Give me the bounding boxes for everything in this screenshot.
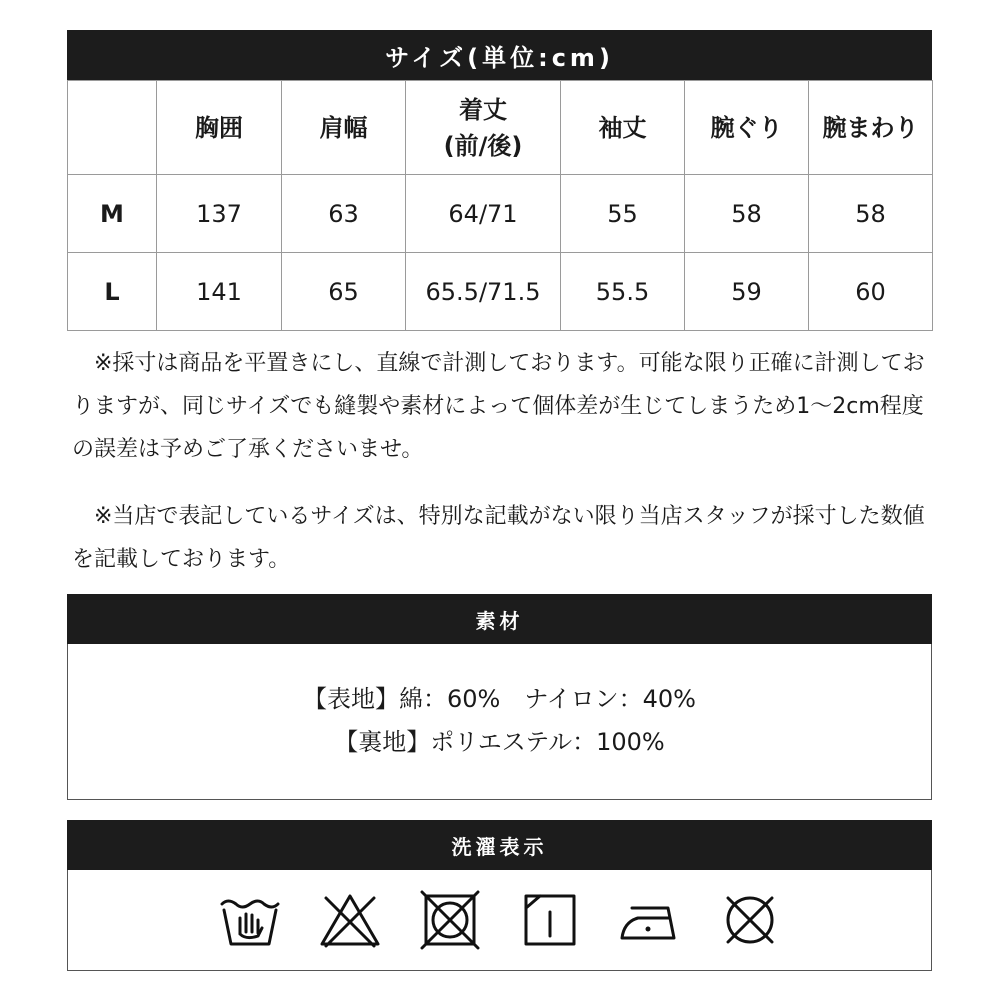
care-section-title: 洗濯表示 — [451, 834, 548, 859]
table-cell: 64/71 — [406, 175, 561, 253]
measurement-note — [72, 342, 932, 471]
column-header: 着丈 (前/後) — [406, 81, 561, 175]
iron-low-icon — [611, 888, 689, 952]
no-tumble-dry-icon — [411, 888, 489, 952]
column-header: 胸囲 — [157, 81, 282, 175]
material-box — [67, 644, 932, 800]
table-cell: 58 — [809, 175, 933, 253]
size-table-corner — [68, 81, 157, 175]
hand-wash-icon — [211, 888, 289, 952]
size-label: M — [68, 175, 157, 253]
table-row — [68, 253, 933, 331]
table-cell: 63 — [282, 175, 406, 253]
table-cell: 55.5 — [561, 253, 685, 331]
table-cell: 59 — [685, 253, 809, 331]
column-header: 腕まわり — [809, 81, 933, 175]
size-table-header-row — [68, 81, 933, 175]
table-cell: 65.5/71.5 — [406, 253, 561, 331]
table-cell: 65 — [282, 253, 406, 331]
no-dry-clean-icon — [711, 888, 789, 952]
care-symbols-box — [67, 870, 932, 971]
size-section-header — [67, 30, 932, 80]
table-cell: 60 — [809, 253, 933, 331]
column-header: 袖丈 — [561, 81, 685, 175]
column-header: 腕ぐり — [685, 81, 809, 175]
table-cell: 141 — [157, 253, 282, 331]
note-paragraph: ※採寸は商品を平置きにし、直線で計測しております。可能な限り正確に計測しておりますが、同じサイズでも縫製や素材によって個体差が生じてしまうため1～2cm程度の誤差は予めご了承くださいませ。 — [72, 351, 925, 462]
material-section-title: 素材 — [475, 608, 524, 633]
no-bleach-icon — [311, 888, 389, 952]
size-section-title: サイズ(単位:cm) — [385, 43, 614, 72]
material-section-header — [67, 594, 932, 644]
care-section-header — [67, 820, 932, 870]
table-cell: 58 — [685, 175, 809, 253]
material-line-lining: 【裏地】ポリエステル：100% — [334, 728, 665, 756]
table-cell: 137 — [157, 175, 282, 253]
staff-measurement-note — [72, 495, 932, 581]
size-table — [67, 80, 933, 331]
material-line-outer: 【表地】綿：60% ナイロン：40% — [302, 685, 696, 713]
column-header: 肩幅 — [282, 81, 406, 175]
table-cell: 55 — [561, 175, 685, 253]
shade-drip-dry-icon — [511, 888, 589, 952]
size-label: L — [68, 253, 157, 331]
note-paragraph: ※当店で表記しているサイズは、特別な記載がない限り当店スタッフが採寸した数値を記載しております。 — [72, 504, 925, 572]
table-row — [68, 175, 933, 253]
